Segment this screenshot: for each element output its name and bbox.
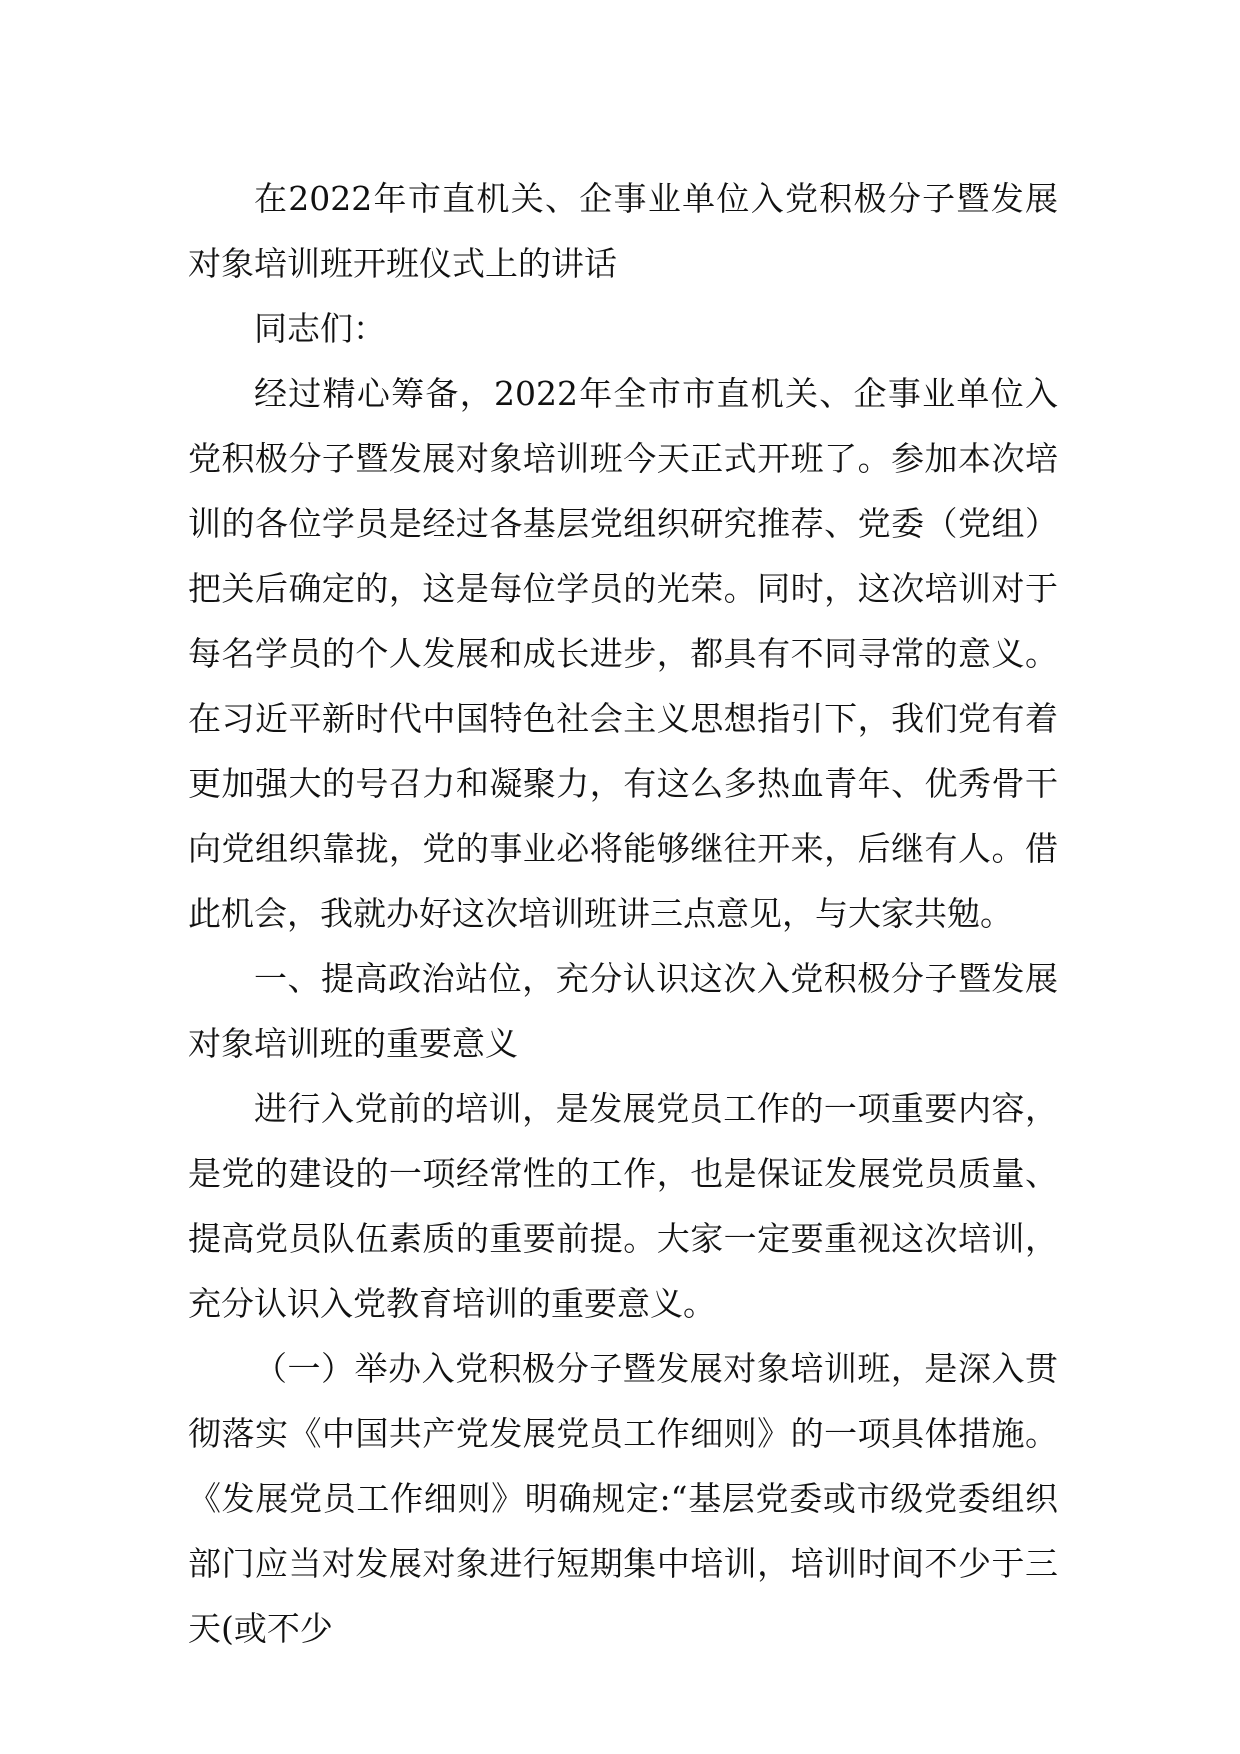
paragraph-intro: 经过精心筹备，2022年全市市直机关、企事业单位入党积极分子暨发展对象培训班今天正式开班了。参加本次培训的各位学员是经过各基层党组织研究推荐、党委（党组）把关后确定的，这是每位学员的光荣。同时，这次培训对于每名学员的个人发展和成长进步，都具有不同寻常的意义。在习近平新时代中国特色社会主义思想指引下，我们党有着更加强大的号召力和凝聚力，有这么多热血青年、优秀骨干向党组织靠拢，党的事业必将能够继往开来，后继有人。借此机会，我就办好这次培训班讲三点意见，与大家共勉。 [188,374,1058,933]
paragraph-section-1: 进行入党前的培训，是发展党员工作的一项重要内容，是党的建设的一项经常性的工作，也是保证发展党员质量、提高党员队伍素质的重要前提。大家一定要重视这次培训，充分认识入党教育培训的重要意义。 [188,1089,1058,1323]
document-body [188,166,1058,1661]
salutation: 同志们： [254,309,386,348]
speech-title: 在2022年市直机关、企事业单位入党积极分子暨发展对象培训班开班仪式上的讲话 [188,179,1058,283]
section-heading-1: 一、提高政治站位，充分认识这次入党积极分子暨发展对象培训班的重要意义 [188,959,1058,1063]
paragraph-subsection-1: （一）举办入党积极分子暨发展对象培训班，是深入贯彻落实《中国共产党发展党员工作细则》的一项具体措施。《发展党员工作细则》明确规定:“基层党委或市级党委组织部门应当对发展对象进行短期集中培训，培训时间不少于三天(或不少 [188,1349,1058,1648]
